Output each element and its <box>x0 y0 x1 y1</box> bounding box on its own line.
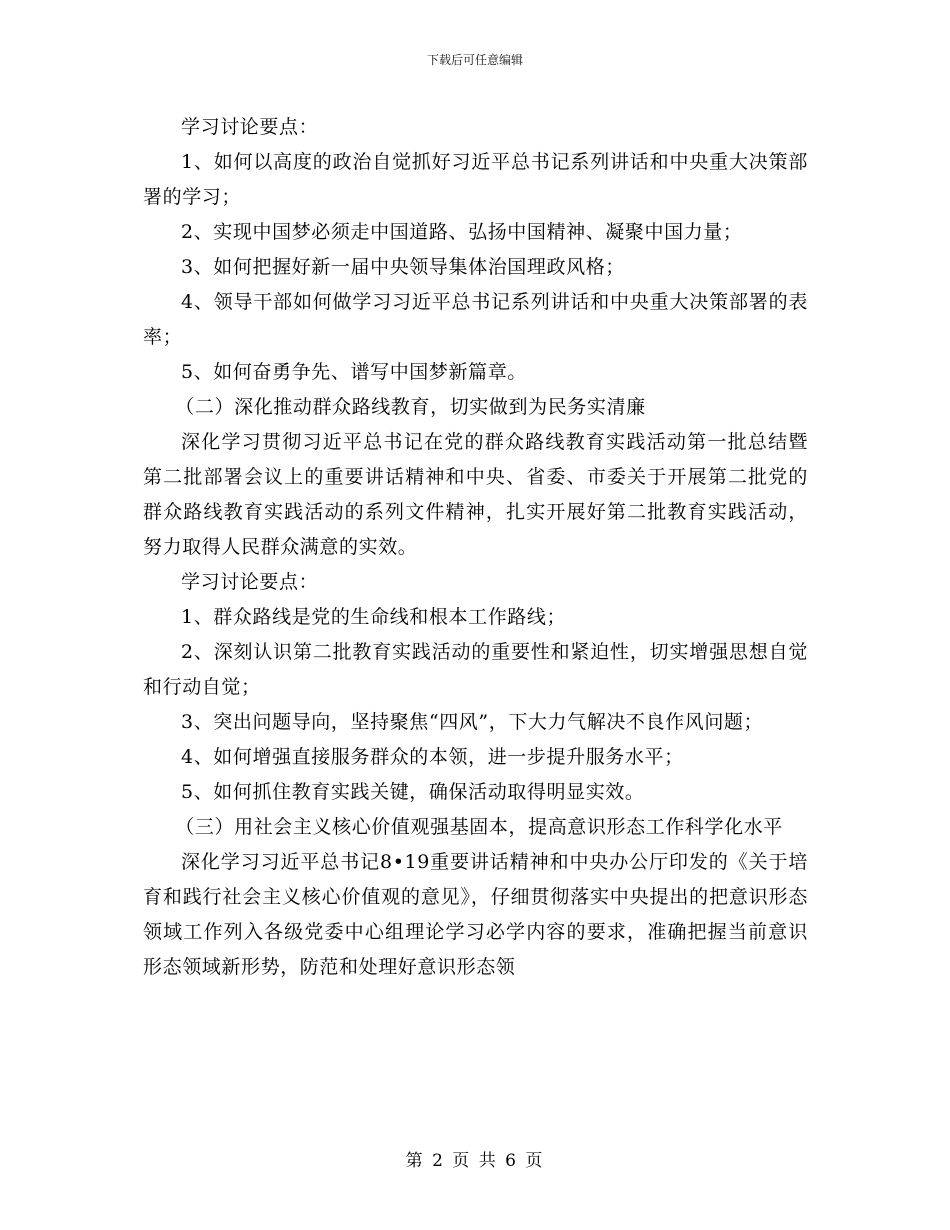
paragraph-section-2-point-3: 3、突出问题导向，坚持聚焦“四风”，下大力气解决不良作风问题； <box>181 711 764 733</box>
paragraph-section-2-point-1: 1、群众路线是党的生命线和根本工作路线； <box>181 606 567 628</box>
document-body <box>143 110 808 985</box>
section-heading-2: （二）深化推动群众路线教育，切实做到为民务实清廉 <box>175 396 646 418</box>
paragraph-section-2-point-5: 5、如何抓住教育实践关键，确保活动取得明显实效。 <box>181 781 645 803</box>
paragraph-section-2-body: 深化学习贯彻习近平总书记在党的群众路线教育实践活动第一批总结暨第二批部署会议上的重要讲话精神和中央、省委、市委关于开展第二批党的群众路线教育实践活动的系列文件精神，扎实开展好第二批教育实践活动，努力取得人民群众满意的实效。 <box>143 431 808 558</box>
paragraph-point-2: 2、实现中国梦必须走中国道路、弘扬中国精神、凝聚中国力量； <box>181 221 743 243</box>
paragraph-point-4: 4、领导干部如何做学习习近平总书记系列讲话和中央重大决策部署的表率； <box>143 291 808 348</box>
paragraph-section-3-body: 深化学习习近平总书记8•19重要讲话精神和中央办公厅印发的《关于培育和践行社会主义核心价值观的意见》，仔细贯彻落实中央提出的把意识形态领域工作列入各级党委中心组理论学习必学内容的要求，准确把握当前意识形态领域新形势，防范和处理好意识形态领 <box>143 851 808 978</box>
section-heading-3: （三）用社会主义核心价值观强基固本，提高意识形态工作科学化水平 <box>175 816 783 838</box>
paragraph-discussion-points-heading-1: 学习讨论要点： <box>181 116 319 138</box>
page-number-footer: 第 2 页 共 6 页 <box>405 1151 545 1171</box>
paragraph-point-1: 1、如何以高度的政治自觉抓好习近平总书记系列讲话和中央重大决策部署的学习； <box>143 151 808 208</box>
paragraph-section-2-point-2: 2、深刻认识第二批教育实践活动的重要性和紧迫性，切实增强思想自觉和行动自觉； <box>143 641 808 698</box>
paragraph-section-2-point-4: 4、如何增强直接服务群众的本领，进一步提升服务水平； <box>181 746 684 768</box>
paragraph-point-3: 3、如何把握好新一届中央领导集体治国理政风格； <box>181 256 625 278</box>
page-header: 下载后可任意编辑 <box>426 53 523 67</box>
paragraph-discussion-points-heading-2: 学习讨论要点： <box>181 571 319 593</box>
paragraph-point-5: 5、如何奋勇争先、谱写中国梦新篇章。 <box>181 361 527 383</box>
